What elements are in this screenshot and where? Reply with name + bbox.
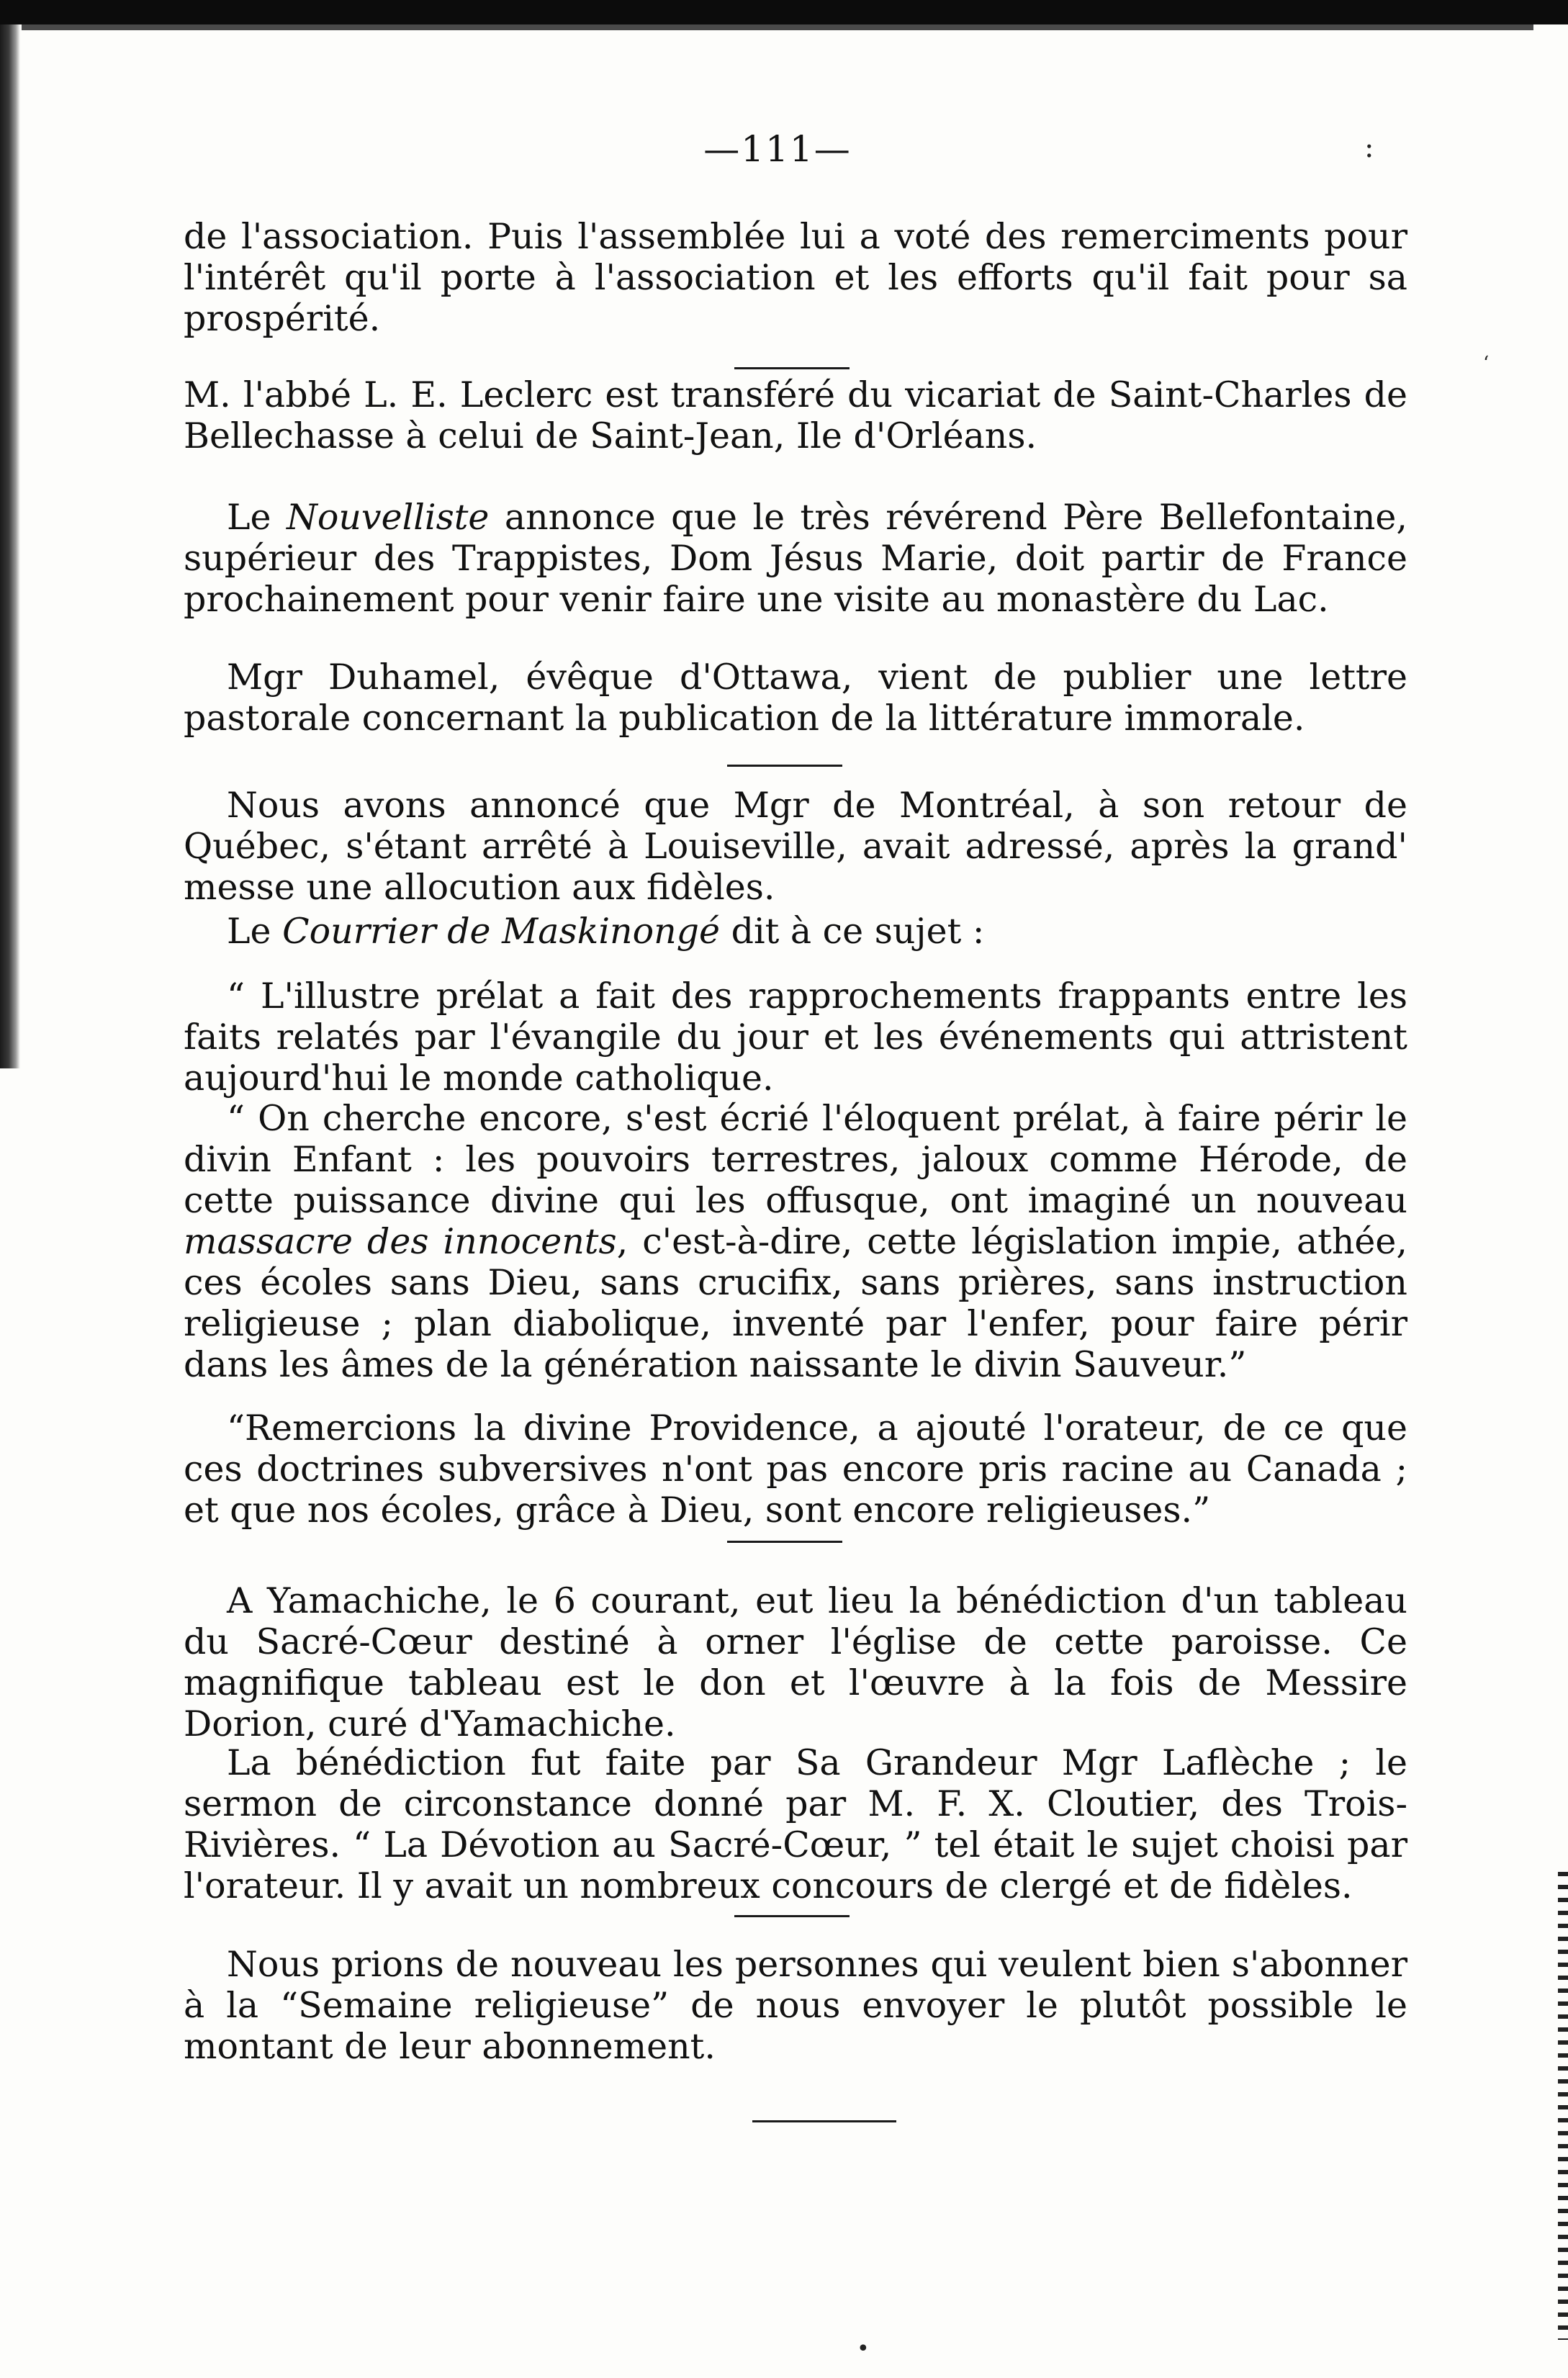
page-number: —111— — [703, 128, 852, 170]
newspaper-title: Nouvelliste — [286, 497, 490, 538]
paragraph-text: “ L'illustre prélat a fait des rapprochements frappants entre les faits relatés par l'évangile du jour et les événements qui attristent aujourd'hui le monde catholique. — [184, 976, 1407, 1099]
paragraph-abonnement — [184, 1944, 1407, 2067]
section-divider — [727, 765, 842, 767]
paragraph-text: La bénédiction fut faite par Sa Grandeur Mgr Laflèche ; le sermon de circonstance donné par M. F. X. Cloutier, des Trois-Rivières. “ La Dévotion au Sacré-Cœur, ” tel était le sujet choisi par l'orateur. Il y avait un nombreux concours de clergé et de fidèles. — [184, 1742, 1407, 1906]
paragraph-montreal — [184, 785, 1407, 908]
stray-mark: ‘ — [1483, 353, 1490, 374]
paragraph-duhamel — [184, 657, 1407, 739]
paragraph-text: A Yamachiche, le 6 courant, eut lieu la bénédiction d'un tableau du Sacré-Cœur destiné à orner l'église de cette paroisse. Ce magnifique tableau est le don et l'œuvre à la fois de Messire Dorion, curé d'Yamachiche. — [184, 1580, 1407, 1744]
paragraph-text: Mgr Duhamel, évêque d'Ottawa, vient de publier une lettre pastorale concernant la publication de la littérature immorale. — [184, 657, 1407, 739]
paragraph-benediction — [184, 1742, 1407, 1906]
stray-mark: • — [857, 2336, 870, 2361]
paragraph-yamachiche — [184, 1580, 1407, 1744]
quote-illustre-prelat — [184, 976, 1407, 1099]
paragraph-leclerc — [184, 374, 1407, 456]
paragraph-text: Le Courrier de Maskinongé dit à ce sujet : — [227, 911, 985, 952]
section-divider — [727, 1541, 842, 1543]
right-scan-edge — [1558, 1872, 1568, 2340]
top-scan-border — [0, 0, 1568, 24]
paragraph-text: M. l'abbé L. E. Leclerc est transféré du vicariat de Saint-Charles de Bellechasse à celui de Saint-Jean, Ile d'Orléans. — [184, 374, 1407, 456]
stray-mark: : — [1364, 131, 1374, 164]
paragraph-text: Le Nouvelliste annonce que le très révérend Père Bellefontaine, supérieur des Trappistes, Dom Jésus Marie, doit partir de France prochainement pour venir faire une visite au monastère du Lac. — [184, 497, 1407, 620]
newspaper-title: Courrier de Maskinongé — [282, 911, 721, 952]
left-binding-edge — [0, 24, 20, 1068]
quote-remercions — [184, 1408, 1407, 1531]
top-scan-border-shadow — [22, 24, 1533, 30]
paragraph-trappistes — [184, 497, 1407, 620]
italic-phrase: massacre des innocents — [184, 1221, 617, 1262]
paragraph-text: Nous avons annoncé que Mgr de Montréal, à son retour de Québec, s'étant arrêté à Louiseville, avait adressé, après la grand' messe une allocution aux fidèles. — [184, 785, 1407, 908]
section-divider — [734, 1915, 850, 1917]
paragraph-courrier — [184, 911, 1407, 952]
paragraph-text: “Remercions la divine Providence, a ajouté l'orateur, de ce que ces doctrines subversives n'ont pas encore pris racine au Canada ; et que nos écoles, grâce à Dieu, sont encore religieuses.” — [184, 1408, 1407, 1531]
paragraph-text: Nous prions de nouveau les personnes qui veulent bien s'abonner à la “Semaine religieuse” de nous envoyer le plutôt possible le montant de leur abonnement. — [184, 1944, 1407, 2067]
closing-divider — [752, 2120, 896, 2122]
section-divider — [734, 367, 850, 369]
paragraph-text: de l'association. Puis l'assemblée lui a voté des remerciments pour l'intérêt qu'il porte à l'association et les efforts qu'il fait pour sa prospérité. — [184, 216, 1407, 339]
paragraph-text: “ On cherche encore, s'est écrié l'éloquent prélat, à faire périr le divin Enfant : les pouvoirs terrestres, jaloux comme Hérode, de cette puissance divine qui les offusque, ont imaginé un nouveau massacre des innocents, c'est-à-dire, cette législation impie, athée, ces écoles sans Dieu, sans crucifix, sans prières, sans instruction religieuse ; plan diabolique, inventé par l'enfer, pour faire périr dans les âmes de la génération naissante le divin Sauveur.” — [184, 1098, 1408, 1385]
quote-on-cherche — [184, 1098, 1407, 1385]
paragraph-association — [184, 216, 1407, 339]
